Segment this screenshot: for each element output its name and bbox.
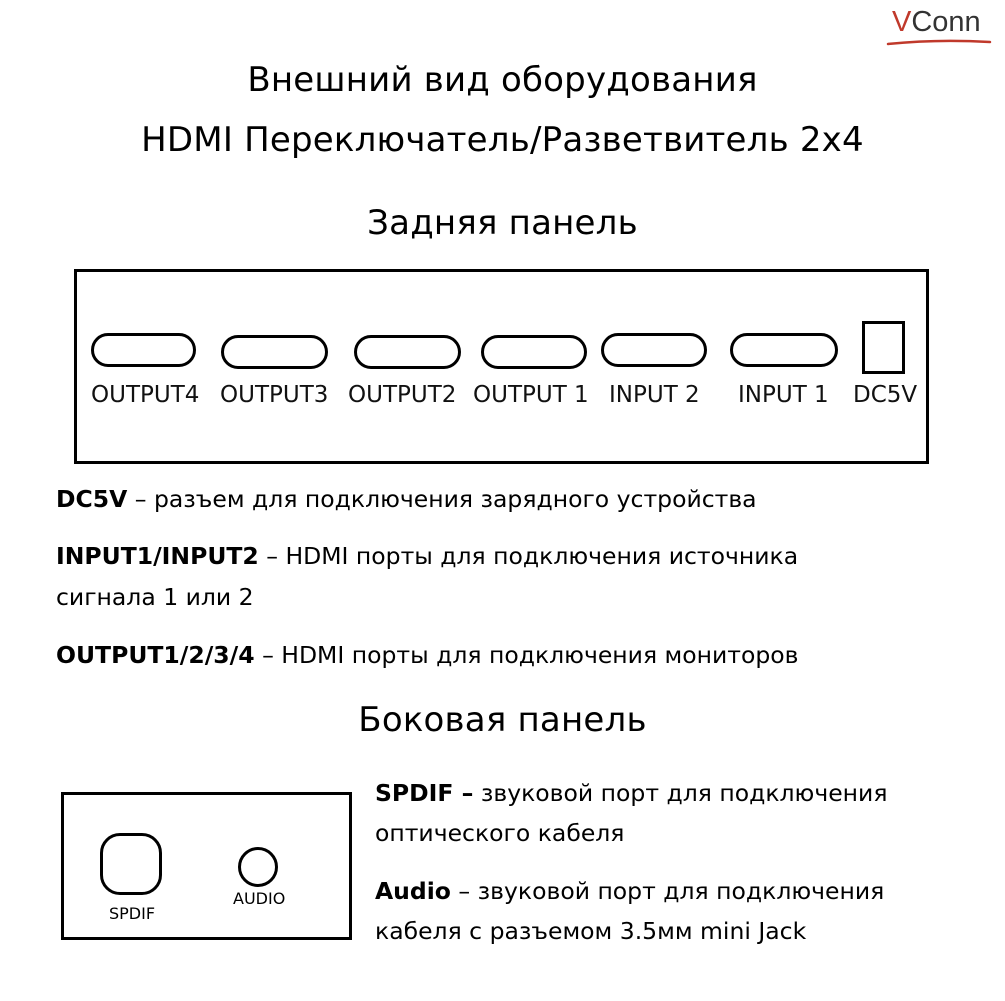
- output1-label: OUTPUT 1: [473, 382, 589, 408]
- audio-text-line1: – звуковой порт для подключения: [450, 877, 885, 905]
- input-description: [56, 537, 798, 575]
- dc5v-term: DC5V: [56, 485, 128, 513]
- page-title-line1: Внешний вид оборудования: [247, 60, 758, 100]
- output3-port-icon: [221, 335, 328, 369]
- dc5v-text: – разъем для подключения зарядного устройства: [127, 485, 757, 513]
- spdif-port-icon: [100, 833, 162, 895]
- dc5v-label: DC5V: [853, 382, 918, 408]
- output4-port-icon: [91, 333, 196, 367]
- logo-letter-v: V: [892, 6, 912, 38]
- spdif-text-line2: оптического кабеля: [375, 819, 625, 847]
- spdif-term: SPDIF –: [375, 779, 474, 807]
- output4-label: OUTPUT4: [91, 382, 200, 408]
- side-panel-diagram: [61, 792, 352, 940]
- input-text-line2: сигнала 1 или 2: [56, 583, 254, 611]
- spdif-label: SPDIF: [109, 904, 156, 923]
- input-text-line1: – HDMI порты для подключения источника: [258, 542, 799, 570]
- audio-description: [375, 872, 884, 910]
- output-description: [56, 636, 799, 674]
- input1-port-icon: [730, 333, 838, 367]
- logo-swoosh-icon: [886, 38, 992, 48]
- vconn-logo: [892, 4, 981, 40]
- output2-label: OUTPUT2: [348, 382, 457, 408]
- input2-port-icon: [601, 333, 707, 367]
- input2-label: INPUT 2: [609, 382, 700, 408]
- rear-panel-heading: Задняя панель: [367, 203, 638, 243]
- audio-term: Audio: [375, 877, 451, 905]
- dc5v-port-icon: [862, 321, 905, 374]
- spdif-description: [375, 774, 887, 812]
- output3-label: OUTPUT3: [220, 382, 329, 408]
- input1-label: INPUT 1: [738, 382, 829, 408]
- output-term: OUTPUT1/2/3/4: [56, 641, 255, 669]
- input-term: INPUT1/INPUT2: [56, 542, 259, 570]
- rear-panel-diagram: [74, 269, 929, 464]
- spdif-text-line1: звуковой порт для подключения: [473, 779, 888, 807]
- output-text: – HDMI порты для подключения мониторов: [254, 641, 799, 669]
- side-panel-heading: Боковая панель: [358, 700, 647, 740]
- audio-text-line2: кабеля с разъемом 3.5мм mini Jack: [375, 917, 807, 945]
- page-title-line2: HDMI Переключатель/Разветвитель 2x4: [141, 120, 864, 160]
- dc5v-description: [56, 480, 757, 518]
- audio-port-icon: [238, 847, 278, 887]
- logo-text: Conn: [911, 6, 981, 38]
- audio-label: AUDIO: [233, 889, 286, 908]
- output2-port-icon: [354, 335, 461, 369]
- output1-port-icon: [481, 335, 587, 369]
